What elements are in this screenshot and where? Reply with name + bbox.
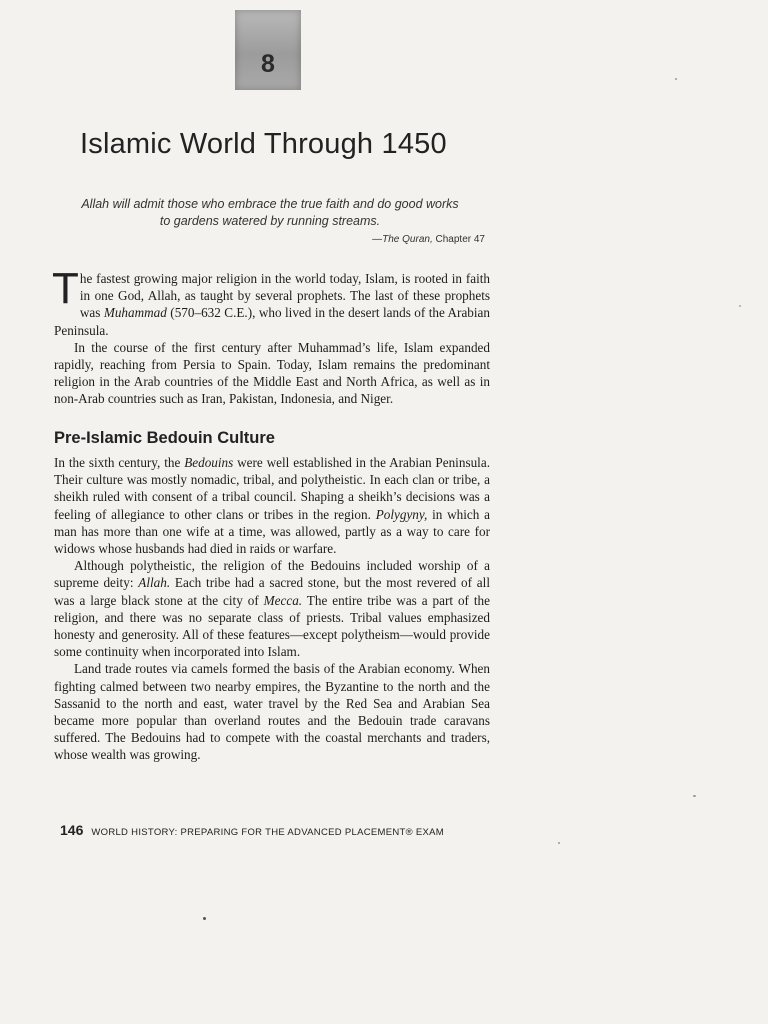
section-p2-mecca: Mecca. [263,592,303,608]
drop-cap: T [52,264,79,313]
section-text [54,454,490,764]
intro-p1-text: he fastest growing major religion in the world today, Islam, is rooted in faith in one God, Allah, as taught by several prophets. The last of these prophets was [79,271,490,321]
section-p1-bedouins: Bedouins [184,455,234,470]
chapter-number-badge [235,10,301,90]
section-p1-text: In the sixth century, the [54,455,185,470]
section-p1-text-end: in which a man has more than one wife at a time, was allowed, partly as a way to care for widows whose husbands had died in raids or warfare. [54,506,490,557]
section-paragraph-1 [54,454,490,557]
scan-speck [675,78,677,80]
attribution-source: The Quran, [382,234,433,245]
chapter-title: Islamic World Through 1450 [80,128,447,160]
epigraph-attribution [300,234,485,245]
intro-text [52,264,490,408]
page-footer [60,822,444,840]
page-number: 146 [60,822,84,838]
section-paragraph-3: Land trade routes via camels formed the basis of the Arabian economy. When fighting calmed between two nearby empires, the Byzantine to the north and the Sassanid to the north and east, water travel by the Red Sea and Arabian Sea became more popular than overland routes and the Bedouin trade caravans suffered. The Bedouins had to compete with the coastal merchants and traders, whose wealth was growing. [54,661,490,763]
scan-speck [203,917,206,920]
intro-paragraph-1 [52,264,490,339]
running-title: WORLD HISTORY: PREPARING FOR THE ADVANCED PLACEMENT® EXAM [91,827,444,838]
section-p1-polygyny: Polygyny, [375,506,428,522]
scan-speck [693,795,696,797]
epigraph-line-2: to gardens watered by running streams. [159,214,381,228]
intro-p1-text-end: (570–632 C.E.), who lived in the desert lands of the Arabian Peninsula. [54,305,490,338]
attribution-dash: — [372,234,383,245]
section-heading: Pre-Islamic Bedouin Culture [54,429,275,447]
chapter-number: 8 [261,50,275,78]
section-p2-allah: Allah. [138,575,171,591]
section-p1-text-mid: were well established in the Arabian Peninsula. Their culture was mostly nomadic, tribal, and polytheistic. In each clan or tribe, a sheikh ruled with consent of a tribal council. Shaping a sheikh’s decisions was a feeling of allegiance to other clans or tribes in the region. [54,455,490,522]
section-p2-text: Although polytheistic, the religion of the Bedouins included worship of a supreme deity: [54,558,490,591]
section-p2-text-end: The entire tribe was a part of the religion, and there was no separate class of priests. Tribal values emphasized honesty and generosity. All of these features—except polytheism—would provide some continuity when incorporated into Islam. [54,592,490,660]
intro-paragraph-2: In the course of the first century after Muhammad’s life, Islam expanded rapidly, reaching from Persia to Spain. Today, Islam remains the predominant religion in the Arab countries of the Middle East and North Africa, as well as in non-Arab countries such as Iran, Pakistan, Indonesia, and Niger. [54,339,490,407]
section-paragraph-2 [54,557,490,660]
epigraph-line-1: Allah will admit those who embrace the true faith and do good works [81,197,459,211]
intro-p1-muhammad: Muhammad [103,305,167,321]
attribution-chapter: Chapter 47 [432,234,485,245]
section-p2-text-mid: Each tribe had a sacred stone, but the most revered of all was a large black stone at the city of [54,575,490,608]
scan-speck [558,842,560,844]
scan-speck [739,305,741,307]
